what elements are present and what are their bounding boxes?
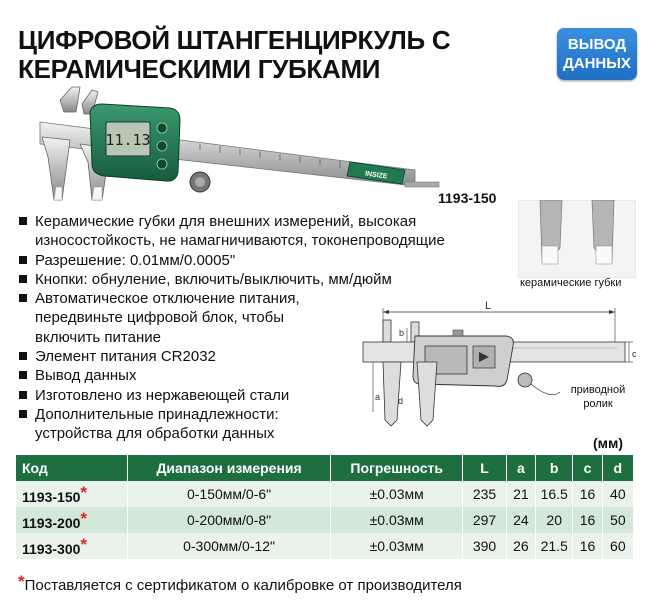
dimension-diagram — [355, 300, 645, 435]
cell-range: 0-150мм/0-6" — [128, 481, 331, 507]
cell-c: 16 — [573, 481, 602, 507]
header-a: a — [506, 455, 535, 481]
cell-a: 26 — [506, 533, 535, 559]
table-row — [16, 507, 634, 533]
footnote-star: * — [18, 572, 25, 591]
drive-roller-label — [562, 383, 634, 411]
cell-code: 1193-300* — [16, 533, 128, 559]
footnote-text: Поставляется с сертификатом о калибровке от производителя — [24, 577, 462, 594]
cell-c: 16 — [573, 507, 602, 533]
cell-c: 16 — [573, 533, 602, 559]
page-title — [18, 26, 488, 84]
dim-L-label: L — [485, 300, 492, 312]
lcd-reading: 11.13 — [105, 131, 151, 149]
feature-item-continued: износостойкость, не намагничиваются, токонепроводящие — [35, 232, 445, 250]
feature-item: Дополнительные принадлежности: — [18, 405, 518, 424]
dim-b-label: b — [399, 328, 405, 338]
certificate-star: * — [80, 535, 88, 554]
certificate-star: * — [80, 483, 88, 502]
header-range: Диапазон измерения — [128, 455, 331, 481]
header-b: b — [536, 455, 573, 481]
cell-d: 60 — [602, 533, 633, 559]
drive-roller-line-1: приводной — [570, 384, 626, 396]
feature-item: Элемент питания CR2032 — [18, 347, 518, 366]
ceramic-jaws-photo — [518, 200, 636, 278]
table-header-row — [16, 455, 634, 481]
cell-L: 297 — [463, 507, 506, 533]
feature-item: Изготовлено из нержавеющей стали — [18, 386, 518, 405]
table-row — [16, 481, 634, 507]
feature-item: Керамические губки для внешних измерений, высокая — [18, 212, 518, 231]
feature-item: Кнопки: обнуление, включить/выключить, мм/дюйм — [18, 270, 518, 289]
feature-item-continued: устройства для обработки данных — [35, 425, 275, 443]
cell-a: 21 — [506, 481, 535, 507]
title-line-2: КЕРАМИЧЕСКИМИ ГУБКАМИ — [18, 54, 381, 84]
units-label: (мм) — [593, 435, 624, 451]
spec-table — [16, 455, 634, 559]
ceramic-jaws-caption: керамические губки — [520, 277, 622, 289]
feature-item: Автоматическое отключение питания, — [18, 289, 518, 308]
dim-a-label: a — [375, 392, 381, 402]
badge-line-1: ВЫВОД — [567, 36, 627, 53]
cell-d: 40 — [602, 481, 633, 507]
certificate-footnote — [18, 572, 462, 594]
badge-line-2: ДАННЫХ — [563, 55, 631, 72]
brand-mark: INSIZE — [364, 170, 388, 181]
drive-roller-line-2: ролик — [583, 398, 613, 410]
cell-b: 21.5 — [536, 533, 573, 559]
cell-code: 1193-150* — [16, 481, 128, 507]
caliper-product-image — [20, 82, 440, 207]
model-label: 1193-150 — [438, 190, 497, 206]
cell-accuracy: ±0.03мм — [331, 507, 463, 533]
header-d: d — [602, 455, 633, 481]
feature-item-continued: включить питание — [35, 328, 161, 346]
data-output-badge — [557, 28, 637, 80]
table-row — [16, 533, 634, 559]
cell-accuracy: ±0.03мм — [331, 533, 463, 559]
cell-b: 20 — [536, 507, 573, 533]
feature-item: Вывод данных — [18, 366, 518, 385]
cell-d: 50 — [602, 507, 633, 533]
dim-d-label: d — [398, 396, 404, 406]
header-c: c — [573, 455, 602, 481]
header-L: L — [463, 455, 506, 481]
certificate-star: * — [80, 509, 88, 528]
header-accuracy: Погрешность — [331, 455, 463, 481]
cell-range: 0-300мм/0-12" — [128, 533, 331, 559]
cell-L: 235 — [463, 481, 506, 507]
cell-accuracy: ±0.03мм — [331, 481, 463, 507]
cell-L: 390 — [463, 533, 506, 559]
cell-a: 24 — [506, 507, 535, 533]
cell-b: 16.5 — [536, 481, 573, 507]
dim-c-label: c — [632, 349, 637, 359]
feature-item: Разрешение: 0.01мм/0.0005" — [18, 251, 518, 270]
cell-range: 0-200мм/0-8" — [128, 507, 331, 533]
title-line-1: ЦИФРОВОЙ ШТАНГЕНЦИРКУЛЬ С — [18, 25, 451, 55]
cell-code: 1193-200* — [16, 507, 128, 533]
feature-item-continued: передвиньте цифровой блок, чтобы — [35, 309, 285, 327]
header-code: Код — [16, 455, 128, 481]
